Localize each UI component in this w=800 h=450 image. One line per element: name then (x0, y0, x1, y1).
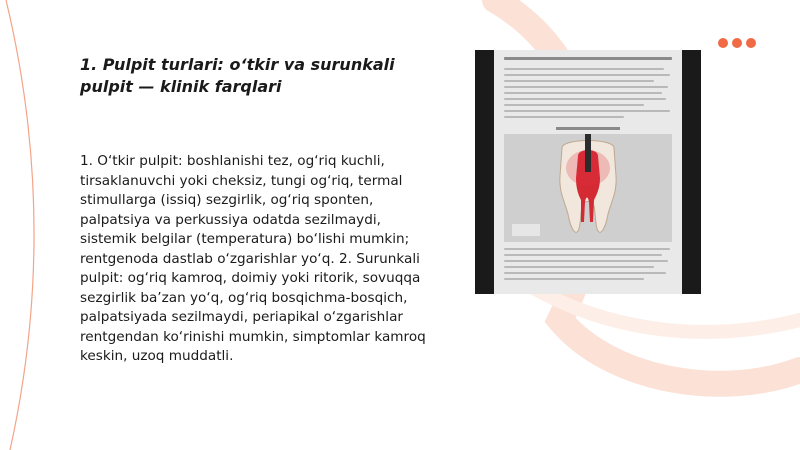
document-text-line (504, 266, 654, 268)
document-text-line (504, 272, 666, 274)
document-page (494, 50, 682, 294)
document-text-line (504, 80, 654, 82)
instrument-file (585, 134, 591, 172)
tooth-illustration-panel (504, 134, 672, 242)
slide-body-text: 1. O‘tkir pulpit: boshlanishi tez, og‘riq kuchli, tirsaklanuvchi yoki cheksiz, tungi og‘riq, termal stimullarga (issiq) sezgirlik, og‘riq sponten, palpatsiya va perkussiya odatda sezilmaydi, sistemik belgilar (temperatura) bo‘lishi mumkin; rentgenoda dastlab o‘zgarishlar yo‘q. 2. Surunkali pulpit: og‘riq kamroq, doimiy yoki ritorik, sovuqqa sezgirlik ba’zan yo‘q, og‘riq bosqichma-bosqich, palpatsiyada sezilmaydi, periapikal o‘zgarishlar rentgendan ko‘rinishi mumkin, simptomlar kamroq keskin, uzoq muddatli. (80, 153, 426, 364)
tooth-icon (504, 134, 672, 242)
document-text-line (504, 68, 664, 70)
document-text-line (504, 254, 662, 256)
left-accent-curve (6, 0, 34, 450)
document-text-line (504, 98, 666, 100)
document-text-line (504, 86, 668, 88)
document-text-line (504, 92, 662, 94)
document-text-line (504, 248, 670, 250)
slide-title: 1. Pulpit turlari: o‘tkir va surunkali pulpit — klinik farqlari (80, 55, 395, 96)
document-text-line (504, 278, 644, 280)
dot-icon (732, 38, 742, 48)
document-text-line (504, 110, 670, 112)
document-text-line (504, 260, 668, 262)
decorative-dots (718, 38, 756, 48)
dot-icon (718, 38, 728, 48)
figure-caption-box (512, 224, 540, 236)
dot-icon (746, 38, 756, 48)
document-text-line (504, 104, 644, 106)
document-subheading (556, 127, 620, 130)
document-text-line (504, 74, 670, 76)
document-text-line (504, 116, 624, 118)
figure-image (475, 50, 701, 294)
document-heading (504, 57, 672, 60)
